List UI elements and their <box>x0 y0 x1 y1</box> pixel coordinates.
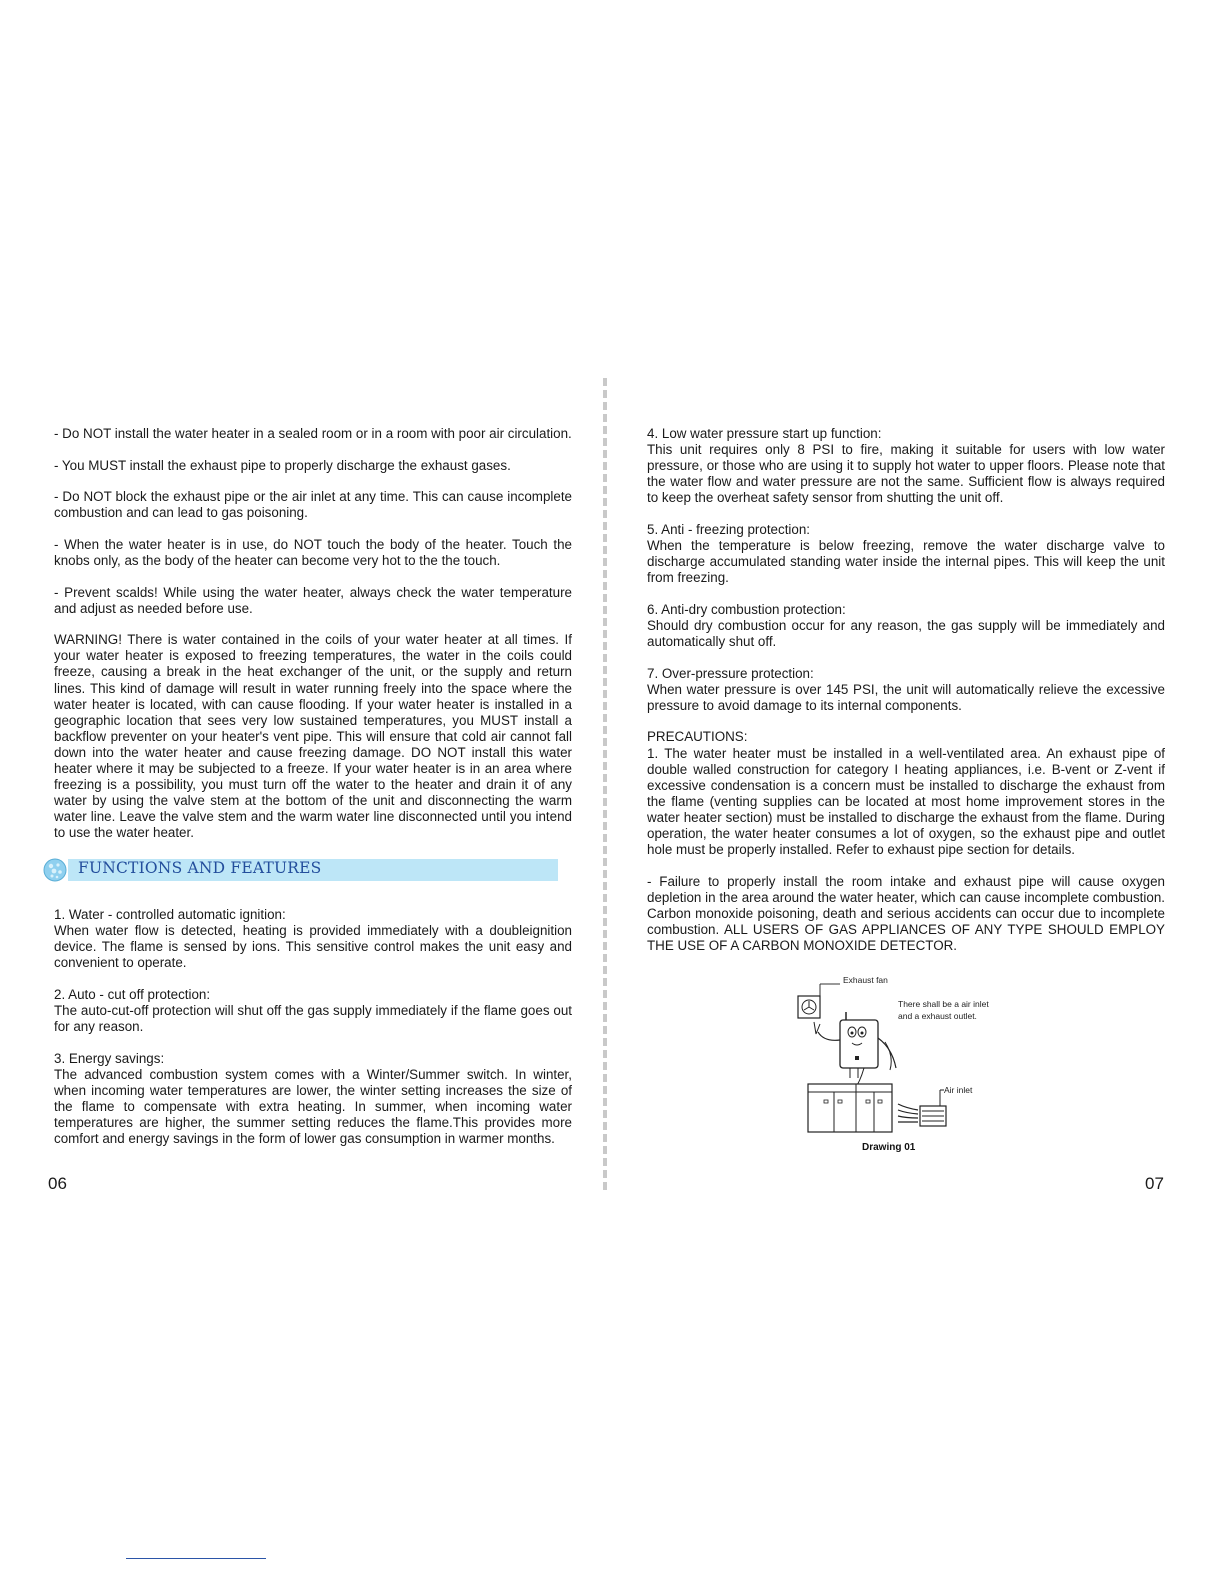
page-number-right: 07 <box>1145 1174 1164 1193</box>
airflow-icon <box>898 1104 918 1122</box>
drawing-note-line1: There shall be a air inlet <box>898 999 989 1009</box>
installation-drawing <box>780 972 1040 1162</box>
precautions-block <box>647 729 1165 858</box>
water-heater-icon <box>840 1020 878 1068</box>
page-number-left: 06 <box>48 1174 67 1193</box>
feature-item <box>647 666 1165 714</box>
feature-heading: 3. Energy savings: <box>54 1050 165 1066</box>
feature-heading: 2. Auto - cut off protection: <box>54 986 211 1002</box>
warning-paragraph: - You MUST install the exhaust pipe to properly discharge the exhaust gases. <box>54 457 511 473</box>
precautions-body: 1. The water heater must be installed in a well-ventilated area. An exhaust pipe of double walled construction for category I heating appliances, i.e. B-vent or Z-vent if excessive condensation is a concern must be installed to discharge the exhaust from the flame (venting supplies can be located at most home improvement stores in the water heater section) must be installed to discharge the exhaust from the flame. During operation, the water heater consumes a lot of oxygen, so the exhaust pipe and outlet hole must be properly installed. Refer to exhaust pipe section for details. <box>647 745 1165 858</box>
feature-item <box>54 1051 572 1148</box>
left-page <box>54 426 572 1163</box>
drawing-note-line2: and a exhaust outlet. <box>898 1011 977 1021</box>
freeze-warning-paragraph: WARNING! There is water contained in the coils of your water heater at all times. If your water heater is exposed to freezing temperatures, the water in the coils could freeze, causing a break in the heat exchanger of the unit, or the supply and return lines. This kind of damage will result in water running freely into the space where the water heater is located, with can cause flooding. If your water heater is installed in a geographic location that sees very low sustained temperatures, you MUST install a backflow preventer on your heater's vent pipe. This will ensure that cold air cannot fall down into the water heater and cause freezing damage. DO NOT install this water heater where it may be subjected to a freeze. If your water heater is in an area where freezing is a possibility, you must turn off the water to the heater and drain it of any water by using the valve stem at the bottom of the unit and disconnecting the warm water line. Leave the valve stem and the warm water line disconnected until you intend to use the water heater. <box>54 632 572 841</box>
warning-paragraph: - Do NOT install the water heater in a sealed room or in a room with poor air circulation. <box>54 426 572 441</box>
feature-body: Should dry combustion occur for any reason, the gas supply will be immediately and automatically shut off. <box>647 617 1165 650</box>
installation-drawing-svg <box>780 972 1040 1162</box>
warning-paragraph: - When the water heater is in use, do NOT touch the body of the heater. Touch the knobs only, as the body of the heater can become very hot to the the touch. <box>54 536 572 568</box>
feature-heading: 6. Anti-dry combustion protection: <box>647 601 846 617</box>
feature-item <box>647 426 1165 506</box>
air-inlet-label: Air inlet <box>944 1085 973 1095</box>
feature-item <box>54 907 572 971</box>
globe-icon <box>42 857 68 883</box>
feature-body: When water pressure is over 145 PSI, the unit will automatically relieve the excessive pressure to avoid damage to its internal components. <box>647 681 1165 713</box>
warning-paragraph: - Do NOT block the exhaust pipe or the air inlet at any time. This can cause incomplete combustion and can lead to gas poisoning. <box>54 489 572 521</box>
feature-body: The auto-cut-off protection will shut off the gas supply immediately if the flame goes out for any reason. <box>54 1002 572 1035</box>
warning-paragraph: - Prevent scalds! While using the water heater, always check the water temperature and adjust as needed before use. <box>54 584 572 616</box>
section-header <box>44 857 572 883</box>
drawing-caption: Drawing 01 <box>862 1142 916 1153</box>
feature-item <box>647 522 1165 586</box>
feature-item <box>647 602 1165 650</box>
right-page <box>647 426 1165 970</box>
page-divider <box>603 378 607 1190</box>
failure-paragraph: - Failure to properly install the room intake and exhaust pipe will cause oxygen depletion in the area around the water heater, which can cause incomplete combustion. Carbon monoxide poisoning, death and serious accidents can occur due to incomplete combustion. ALL USERS OF GAS APPLIANCES OF ANY TYPE SHOULD EMPLOY THE USE OF A CARBON MONOXIDE DETECTOR. <box>647 873 1165 954</box>
feature-heading: 1. Water - controlled automatic ignition: <box>54 906 286 922</box>
cabinet-icon <box>808 1084 892 1132</box>
precautions-heading: PRECAUTIONS: <box>647 729 748 745</box>
footer-rule <box>126 1558 266 1559</box>
feature-heading: 7. Over-pressure protection: <box>647 665 814 681</box>
feature-body: When water flow is detected, heating is provided immediately with a doubleignition device. The flame is sensed by ions. This sensitive control makes the unit easy and convenient to operate. <box>54 923 572 971</box>
feature-body: This unit requires only 8 PSI to fire, making it suitable for users with low water pressure, or those who are using it to supply hot water to upper floors. Please note that the water flow and water pressure are not the same. Sufficient flow is always required to keep the overheat safety sensor from shutting the unit off. <box>647 442 1165 506</box>
feature-item <box>54 987 572 1035</box>
feature-heading: 5. Anti - freezing protection: <box>647 521 811 537</box>
feature-body: The advanced combustion system comes with a Winter/Summer switch. In winter, when incoming water temperatures are lower, the winter setting increases the size of the flame to compensate with extra heating. In summer, when incoming water temperatures are higher, the summer setting reduces the flame.This provides more comfort and energy savings in the form of lower gas consumption in warmer months. <box>54 1066 572 1147</box>
feature-heading: 4. Low water pressure start up function: <box>647 426 882 441</box>
section-title: FUNCTIONS AND FEATURES <box>78 858 322 877</box>
feature-body: When the temperature is below freezing, remove the water discharge valve to discharge accumulated standing water inside the internal pipes. This will keep the unit from freezing. <box>647 538 1165 586</box>
exhaust-fan-label: Exhaust fan <box>843 975 888 985</box>
